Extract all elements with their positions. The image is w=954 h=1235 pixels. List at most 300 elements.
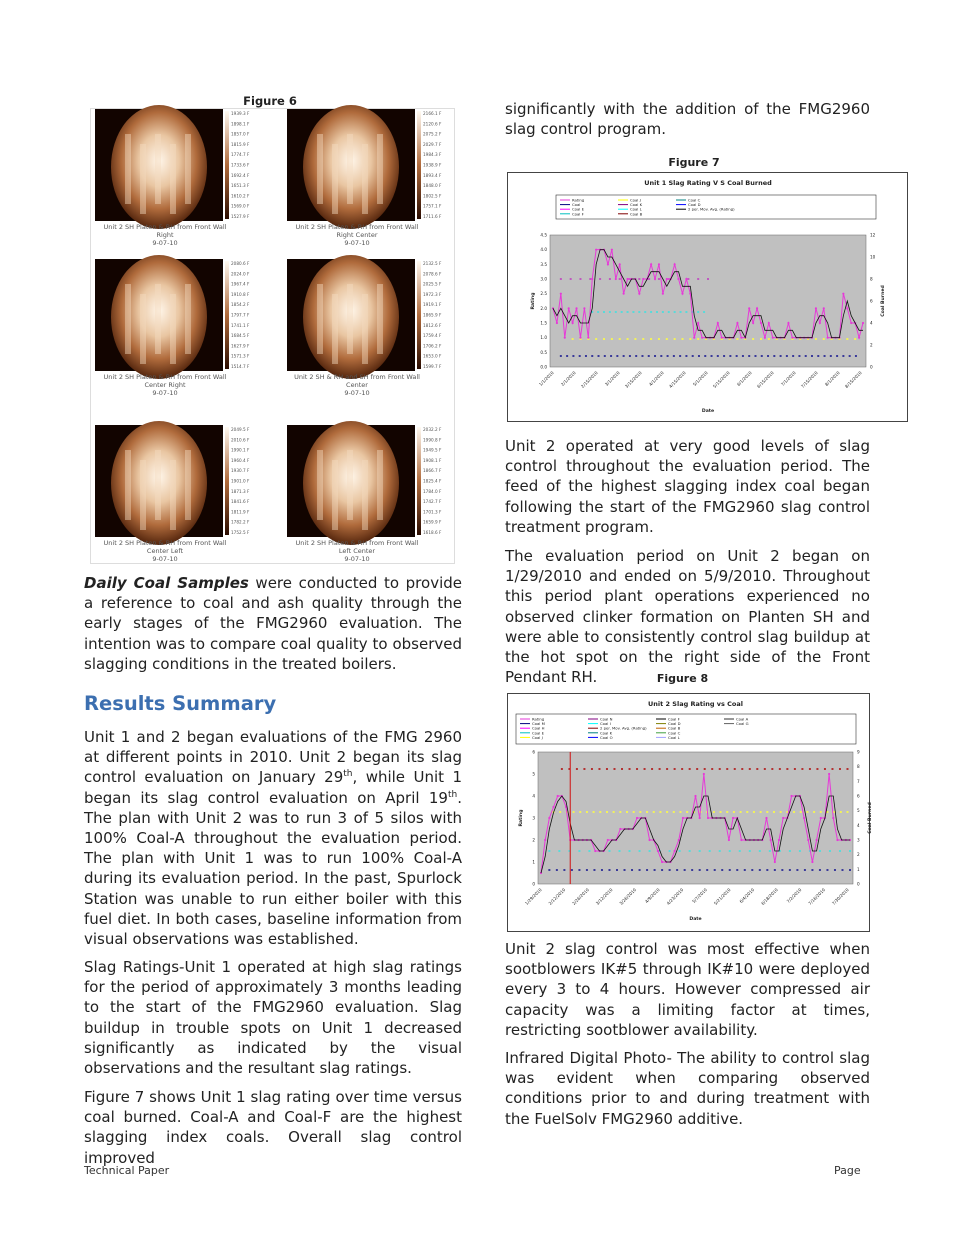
coal-marker: [661, 869, 663, 871]
rating-point: [568, 307, 570, 309]
coal-marker: [583, 768, 585, 770]
rating-point: [778, 839, 780, 841]
slag-ratings-paragraph: Slag Ratings-Unit 1 operated at high slag ratings for the period of approximately 3 months leading to the start of the FMG2960 evaluation. Slag buildup in trouble spots on Unit 1 decreased significantly as indicated by the visual observations and the resultant slag ratings.: [84, 958, 462, 1078]
coal-marker: [809, 768, 811, 770]
rating-point: [685, 278, 687, 280]
rating-point: [815, 307, 817, 309]
coal-marker: [634, 338, 636, 340]
caption-line: 9-07-10: [344, 389, 370, 397]
coal-marker: [659, 811, 661, 813]
legend-label: Coal: [572, 202, 581, 208]
thermal-image: [95, 425, 260, 537]
coal-marker: [603, 338, 605, 340]
coal-marker: [849, 355, 851, 357]
rating-point: [764, 337, 766, 339]
scale-label: 2080.6 F: [231, 261, 250, 266]
rating-point: [674, 263, 676, 265]
legend-label: 2 per. Mov. Avg. (Rating): [600, 725, 647, 731]
coal-marker: [824, 355, 826, 357]
coal-marker: [646, 869, 648, 871]
x-tick-label: 7/30/2010: [830, 887, 850, 906]
rating-point: [583, 307, 585, 309]
coal-marker: [736, 869, 738, 871]
y-tick-label: 3.0: [540, 276, 547, 282]
scale-label: 1857.0 F: [231, 131, 250, 137]
rating-point: [782, 817, 784, 819]
coal-marker: [674, 311, 676, 313]
coal-marker: [819, 850, 821, 852]
rating-point: [587, 337, 589, 339]
scale-label: 1939.3 F: [231, 111, 250, 116]
y-tick-label: 2: [532, 837, 535, 843]
coal-marker: [817, 355, 819, 357]
coal-marker: [746, 811, 748, 813]
coal-marker: [781, 869, 783, 871]
coal-marker: [769, 850, 771, 852]
legend-label: Rating: [532, 716, 545, 722]
coal-marker: [739, 850, 741, 852]
figure-8-chart: [507, 693, 873, 932]
coal-marker: [773, 355, 775, 357]
tube-streak: [155, 134, 161, 204]
legend-label: Coal F: [572, 211, 584, 217]
legend-label: Coal N: [600, 716, 613, 722]
coal-marker: [632, 311, 634, 313]
thermal-image-panel: [95, 259, 260, 371]
coal-marker: [697, 338, 699, 340]
rating-point: [662, 293, 664, 295]
coal-marker: [744, 869, 746, 871]
coal-marker: [779, 768, 781, 770]
coal-marker: [666, 811, 668, 813]
x-tick-label: 6/15/2010: [755, 370, 775, 389]
coal-marker: [616, 869, 618, 871]
coal-marker: [819, 869, 821, 871]
legend-label: Rating: [572, 197, 585, 203]
scale-label: 1972.3 F: [423, 291, 442, 297]
coal-marker: [816, 768, 818, 770]
coal-marker: [639, 850, 641, 852]
rating-point: [697, 322, 699, 324]
rating-point: [666, 278, 668, 280]
coal-marker: [609, 311, 611, 313]
rating-point: [619, 828, 621, 830]
coal-marker: [598, 355, 600, 357]
rating-point: [703, 773, 705, 775]
scale-label: 1514.7 F: [231, 364, 250, 369]
coal-marker: [674, 338, 676, 340]
coal-marker: [749, 850, 751, 852]
legend-label: Coal A: [736, 716, 749, 722]
coal-marker: [674, 768, 676, 770]
coal-marker: [815, 338, 817, 340]
plot-area: [550, 235, 866, 367]
legend-label: Coal J: [630, 197, 641, 203]
coal-marker: [698, 355, 700, 357]
rating-point: [811, 861, 813, 863]
coal-marker: [563, 869, 565, 871]
chart-title: Unit 2 Slag Rating vs Coal: [648, 700, 743, 708]
scale-label: 1893.4 F: [423, 172, 442, 178]
coal-marker: [699, 850, 701, 852]
coal-marker: [650, 311, 652, 313]
coal-marker: [648, 278, 650, 280]
coal-marker: [834, 869, 836, 871]
coal-marker: [794, 768, 796, 770]
coal-marker: [667, 355, 669, 357]
coal-marker: [669, 850, 671, 852]
y-tick-label: 4.0: [540, 247, 547, 253]
coal-marker: [601, 869, 603, 871]
coal-marker: [606, 768, 608, 770]
y2-tick-label: 0: [870, 364, 873, 370]
tube-streak: [170, 460, 176, 530]
y2-tick-label: 9: [857, 749, 860, 755]
scale-label: 1569.0 F: [231, 203, 250, 209]
rating-point: [790, 795, 792, 797]
tube-streak: [362, 294, 368, 364]
x-tick-label: 2/15/2010: [579, 370, 599, 389]
scale-label: 1627.9 F: [231, 343, 250, 349]
color-scale-bar: [417, 111, 421, 219]
coal-marker: [846, 338, 848, 340]
coal-marker: [786, 355, 788, 357]
scale-label: 1774.7 F: [231, 152, 250, 158]
rating-point: [765, 817, 767, 819]
rating-point: [623, 293, 625, 295]
legend-label: Coal J: [532, 734, 543, 740]
scale-label: 1841.6 F: [231, 499, 250, 505]
tube-streak: [362, 460, 368, 530]
coal-marker: [656, 311, 658, 313]
coal-marker: [603, 311, 605, 313]
scale-label: 1651.3 F: [231, 183, 250, 189]
coal-marker: [704, 768, 706, 770]
coal-marker: [685, 355, 687, 357]
coal-marker: [685, 311, 687, 313]
thermal-image-panel: [95, 425, 260, 537]
coal-marker: [611, 338, 613, 340]
chart-legend: [516, 714, 856, 744]
tube-streak: [125, 450, 131, 520]
unit2-paragraph-3: Unit 2 slag control was most effective when sootblowers IK#5 through IK#10 were deployed every 3 to 4 hours. However compressed air capacity was a limiting factor at times, restricting sootblower availability.: [505, 940, 870, 1039]
scale-label: 1960.4 F: [231, 457, 250, 463]
results-paragraph-1: Unit 1 and 2 began evaluations of the FMG 2960 at different points in 2010. Unit 2 began its slag control evaluation on January 29th, while Unit 1 began its slag control evaluation on April 19th. The plan with Unit 2 was to run 3 of 5 silos with 100% Coal-A throughout the evaluation period. The plan with Unit 1 was to run 100% Coal-A during its evaluation period. In the past, Spurlock Station was unable to run either boiler with this fuel diet. In both cases, baseline information from visual observations was established.: [84, 728, 462, 949]
coal-marker: [707, 278, 709, 280]
rating-point: [699, 817, 701, 819]
rating-point: [548, 817, 550, 819]
legend-label: Coal E: [532, 730, 544, 736]
tube-streak: [170, 294, 176, 364]
coal-marker: [714, 869, 716, 871]
coal-marker: [559, 811, 561, 813]
tube-streak: [362, 144, 368, 214]
y2-axis-label: Coal Burned: [868, 802, 873, 834]
scale-label: 1733.6 F: [231, 162, 250, 168]
coal-marker: [841, 869, 843, 871]
caption-line: 9-07-10: [344, 239, 370, 247]
coal-marker: [833, 811, 835, 813]
coal-marker: [666, 768, 668, 770]
x-tick-label: 6/18/2010: [760, 887, 779, 906]
coal-marker: [629, 768, 631, 770]
scale-label: 1802.5 F: [423, 193, 442, 199]
coal-marker: [679, 850, 681, 852]
coal-marker: [703, 311, 705, 313]
coal-marker: [588, 850, 590, 852]
scale-label: 1930.7 F: [231, 468, 250, 474]
y-tick-label: 1.0: [540, 335, 547, 341]
coal-marker: [764, 768, 766, 770]
coal-marker: [717, 355, 719, 357]
x-tick-label: 5/7/2010: [691, 887, 709, 905]
coal-marker: [759, 869, 761, 871]
coal-marker: [811, 869, 813, 871]
scale-label: 1653.0 F: [423, 353, 442, 359]
rating-point: [740, 839, 742, 841]
coal-marker: [578, 850, 580, 852]
legend-label: Coal K: [630, 202, 643, 208]
tube-streak: [185, 450, 191, 520]
rating-point: [791, 337, 793, 339]
tube-streak: [377, 450, 383, 520]
x-tick-label: 1/29/2010: [523, 887, 543, 906]
tube-streak: [347, 450, 353, 520]
coal-marker: [767, 355, 769, 357]
scale-label: 1527.9 F: [231, 214, 250, 219]
rating-point: [694, 795, 696, 797]
x-tick-label: 3/15/2010: [623, 370, 643, 389]
rating-point: [862, 322, 864, 324]
rating-point: [557, 795, 559, 797]
thermal-image: [95, 109, 260, 221]
coal-marker: [719, 768, 721, 770]
scale-label: 1812.6 F: [423, 322, 442, 328]
coal-marker: [566, 355, 568, 357]
thermal-image-caption: [277, 373, 437, 397]
y2-tick-label: 0: [857, 881, 860, 887]
coal-marker: [719, 850, 721, 852]
coal-marker: [660, 355, 662, 357]
tube-streak: [155, 284, 161, 354]
coal-marker: [704, 355, 706, 357]
coal-marker: [619, 811, 621, 813]
coal-marker: [650, 338, 652, 340]
coal-marker: [800, 811, 802, 813]
coal-marker: [766, 869, 768, 871]
y-tick-label: 3.5: [540, 261, 547, 267]
thermal-image-caption: [85, 223, 245, 247]
x-tick-label: 6/1/2010: [735, 370, 753, 388]
coal-marker: [613, 811, 615, 813]
tube-streak: [185, 134, 191, 204]
coal-marker: [759, 850, 761, 852]
caption-line: Center Left: [146, 547, 184, 555]
coal-marker: [796, 869, 798, 871]
coal-marker: [621, 311, 623, 313]
x-axis-label: Date: [689, 917, 702, 922]
rating-point: [820, 817, 822, 819]
coal-marker: [760, 338, 762, 340]
rating-point: [607, 839, 609, 841]
scale-label: 1919.1 F: [423, 302, 442, 308]
coal-marker: [599, 811, 601, 813]
rating-point: [607, 263, 609, 265]
tube-streak: [347, 284, 353, 354]
coal-marker: [666, 338, 668, 340]
coal-marker: [638, 311, 640, 313]
x-tick-label: 8/15/2010: [843, 370, 863, 389]
scale-label: 1759.4 F: [423, 333, 442, 339]
x-tick-label: 3/1/2010: [603, 370, 621, 388]
scale-label: 1865.9 F: [423, 312, 442, 318]
coal-marker: [616, 355, 618, 357]
rating-point: [728, 839, 730, 841]
coal-marker: [598, 768, 600, 770]
scale-label: 1990.1 F: [231, 447, 250, 453]
coal-marker: [773, 811, 775, 813]
tube-streak: [170, 144, 176, 214]
rating-point: [544, 839, 546, 841]
coal-marker: [556, 869, 558, 871]
x-tick-label: 3/26/2010: [618, 887, 638, 906]
rating-point: [636, 817, 638, 819]
footer-right: Page: [834, 1164, 861, 1177]
scale-label: 1825.4 F: [423, 478, 442, 484]
coal-marker: [804, 869, 806, 871]
rating-point: [681, 293, 683, 295]
legend-label: Coal B: [630, 211, 643, 217]
coal-marker: [742, 355, 744, 357]
coal-marker: [635, 355, 637, 357]
rating-point: [572, 322, 574, 324]
scale-label: 1571.3 F: [231, 353, 250, 359]
figure-7-svg: [508, 173, 907, 421]
y-axis-label: Rating: [519, 809, 524, 827]
y2-axis-label: Coal Burned: [881, 285, 886, 317]
coal-marker: [726, 811, 728, 813]
coal-marker: [836, 355, 838, 357]
rating-point: [560, 293, 562, 295]
coal-marker: [720, 811, 722, 813]
y2-tick-label: 7: [857, 778, 860, 784]
figure-7-chart: [507, 172, 908, 422]
rating-point: [842, 293, 844, 295]
rating-point: [760, 322, 762, 324]
rating-point: [850, 322, 852, 324]
coal-marker: [644, 311, 646, 313]
coal-marker: [571, 869, 573, 871]
coal-marker: [846, 768, 848, 770]
figure-8-title: Figure 8: [656, 672, 709, 685]
coal-marker: [748, 355, 750, 357]
coal-marker: [658, 338, 660, 340]
coal-marker: [696, 768, 698, 770]
coal-marker: [573, 811, 575, 813]
coal-marker: [593, 811, 595, 813]
coal-marker: [733, 811, 735, 813]
scale-label: 1866.7 F: [423, 468, 442, 474]
coal-marker: [615, 311, 617, 313]
coal-marker: [673, 355, 675, 357]
y-tick-label: 0.0: [540, 364, 547, 370]
rating-point: [756, 307, 758, 309]
caption-line: Right Center: [336, 231, 378, 239]
coal-marker: [548, 850, 550, 852]
coal-marker: [681, 338, 683, 340]
rating-point: [682, 817, 684, 819]
figure-8-svg: [508, 694, 873, 931]
results-summary-heading: Results Summary: [84, 692, 277, 715]
coal-marker: [729, 869, 731, 871]
coal-marker: [691, 869, 693, 871]
rating-point: [807, 839, 809, 841]
scale-label: 1752.5 F: [231, 530, 250, 535]
coal-marker: [669, 869, 671, 871]
rating-point: [823, 307, 825, 309]
caption-line: 9-07-10: [152, 555, 178, 563]
legend-label: Coal B: [668, 725, 681, 731]
coal-marker: [689, 850, 691, 852]
coal-marker: [653, 811, 655, 813]
rating-point: [721, 337, 723, 339]
scale-label: 1782.2 F: [231, 519, 250, 525]
coal-marker: [786, 768, 788, 770]
rating-point: [828, 773, 830, 775]
coal-marker: [639, 869, 641, 871]
rating-point: [770, 839, 772, 841]
coal-marker: [662, 311, 664, 313]
x-tick-label: 2/12/2010: [547, 887, 567, 906]
coal-marker: [849, 850, 851, 852]
color-scale-bar: [225, 427, 229, 535]
coal-marker: [723, 355, 725, 357]
coal-marker: [642, 338, 644, 340]
scale-label: 1684.5 F: [231, 333, 250, 339]
scale-label: 1908.1 F: [423, 457, 442, 463]
scale-label: 2029.7 F: [423, 141, 442, 147]
coal-marker: [591, 768, 593, 770]
rating-point: [774, 861, 776, 863]
rating-point: [626, 278, 628, 280]
coal-marker: [689, 338, 691, 340]
legend-label: Coal C: [668, 730, 681, 736]
coal-marker: [711, 355, 713, 357]
rating-point: [611, 249, 613, 251]
x-tick-label: 5/21/2010: [712, 887, 732, 906]
rating-point: [619, 263, 621, 265]
scale-label: 1784.0 F: [423, 488, 442, 494]
coal-marker: [806, 811, 808, 813]
coal-marker: [599, 278, 601, 280]
scale-label: 1711.6 F: [423, 214, 442, 219]
coal-marker: [619, 278, 621, 280]
coal-marker: [649, 850, 651, 852]
tube-streak: [332, 144, 338, 214]
legend-label: Coal K: [600, 730, 613, 736]
rating-point: [674, 850, 676, 852]
coal-marker: [697, 278, 699, 280]
x-tick-label: 7/2/2010: [785, 887, 803, 905]
coal-marker: [560, 278, 562, 280]
caption-line: Unit 2 SH Platen & RH from Front Wall: [295, 223, 419, 231]
scale-label: 1618.6 F: [423, 530, 442, 535]
scale-label: 1742.7 F: [423, 499, 442, 505]
coal-marker: [658, 278, 660, 280]
coal-marker: [830, 355, 832, 357]
coal-marker: [842, 355, 844, 357]
rating-point: [787, 322, 789, 324]
